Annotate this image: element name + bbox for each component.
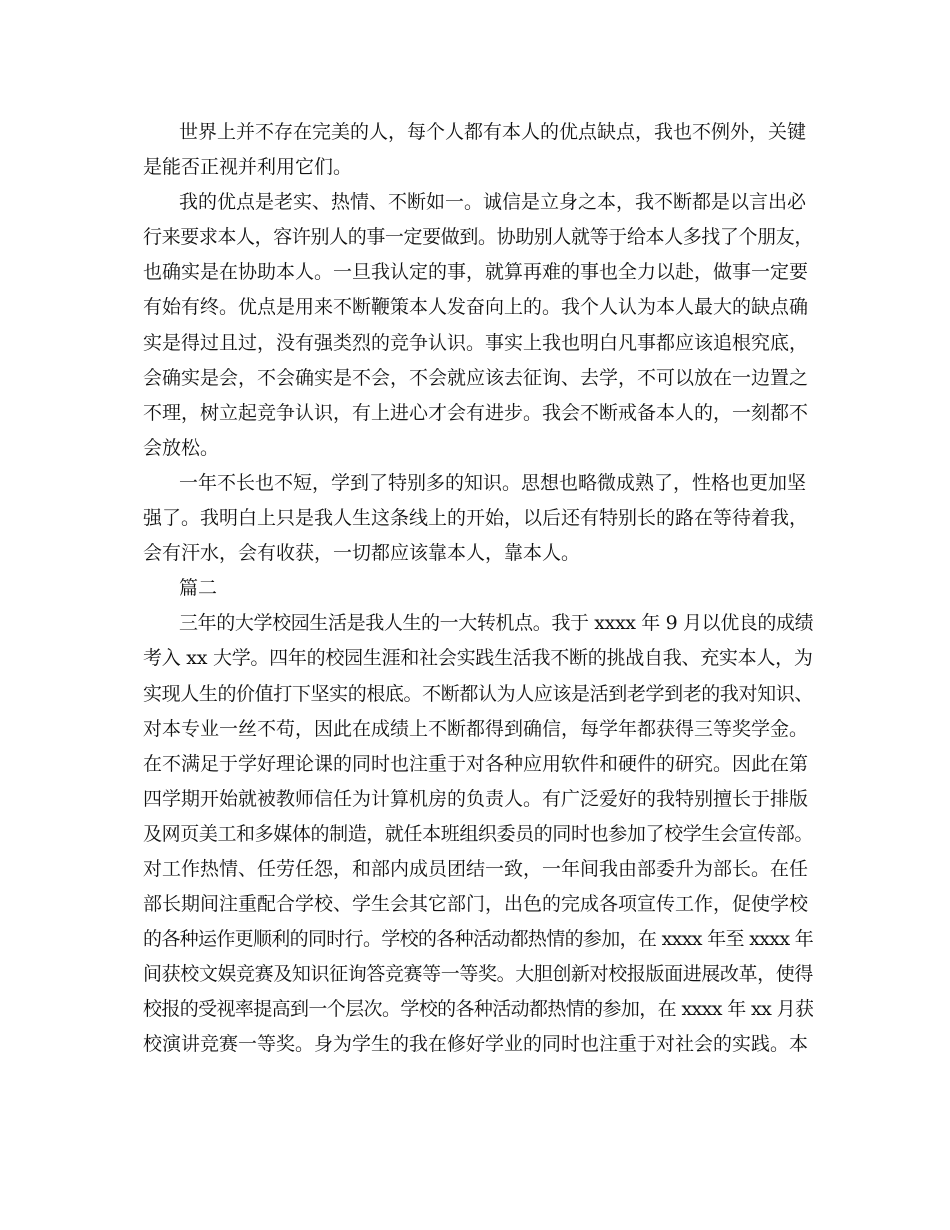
document-body bbox=[143, 115, 813, 1063]
text-line: 会有汗水，会有收获，一切都应该靠本人，靠本人。 bbox=[143, 542, 581, 565]
text-line: 间获校文娱竞赛及知识征询答竞赛等一等奖。大胆创新对校报版面进展改革，使得 bbox=[143, 963, 813, 986]
text-line: 实现人生的价值打下坚实的根底。不断都认为人应该是活到老学到老的我对知识、 bbox=[143, 682, 813, 705]
text-line: 篇二 bbox=[179, 577, 218, 600]
text-line: 实是得过且过，没有强类烈的竞争认识。事实上我也明白凡事都应该追根究底， bbox=[143, 331, 809, 354]
text-line: 校演讲竞赛一等奖。身为学生的我在修好学业的同时也注重于对社会的实践。本 bbox=[143, 1033, 809, 1056]
text-line: 是能否正视并利用它们。 bbox=[143, 156, 353, 179]
text-line: 对本专业一丝不苟，因此在成绩上不断都得到确信，每学年都获得三等奖学金。 bbox=[143, 717, 809, 740]
text-line: 我的优点是老实、热情、不断如一。诚信是立身之本，我不断都是以言出必 bbox=[179, 191, 807, 214]
text-line: 强了。我明白上只是我人生这条线上的开始，以后还有特别长的路在等待着我， bbox=[143, 507, 809, 530]
text-line: 四学期开始就被教师信任为计算机房的负责人。有广泛爱好的我特别擅长于排版 bbox=[143, 787, 809, 810]
text-line: 会放松。 bbox=[143, 436, 220, 459]
text-line: 对工作热情、任劳任怨，和部内成员团结一致，一年间我由部委升为部长。在任 bbox=[143, 857, 809, 880]
text-line: 也确实是在协助本人。一旦我认定的事，就算再难的事也全力以赴，做事一定要 bbox=[143, 261, 809, 284]
text-line: 部长期间注重配合学校、学生会其它部门，出色的完成各项宣传工作，促使学校 bbox=[143, 893, 809, 916]
text-line: 会确实是会，不会确实是不会，不会就应该去征询、去学，不可以放在一边置之 bbox=[143, 366, 809, 389]
text-line: 一年不长也不短，学到了特别多的知识。思想也略微成熟了，性格也更加坚 bbox=[179, 471, 807, 494]
text-line: 世界上并不存在完美的人，每个人都有本人的优点缺点，我也不例外，关键 bbox=[179, 121, 807, 143]
text-line: 行来要求本人，容许别人的事一定要做到。协助别人就等于给本人多找了个朋友， bbox=[143, 226, 813, 249]
text-line: 校报的受视率提高到一个层次。学校的各种活动都热情的参加，在 xxxx 年 xx 月获 bbox=[143, 998, 813, 1021]
text-line: 有始有终。优点是用来不断鞭策本人发奋向上的。我个人认为本人最大的缺点确 bbox=[143, 296, 809, 319]
text-line: 三年的大学校园生活是我人生的一大转机点。我于 xxxx 年 9 月以优良的成绩 bbox=[179, 612, 813, 635]
text-line: 考入 xx 大学。四年的校园生涯和社会实践生活我不断的挑战自我、充实本人，为 bbox=[143, 647, 813, 670]
text-line: 在不满足于学好理论课的同时也注重于对各种应用软件和硬件的研究。因此在第 bbox=[143, 752, 809, 775]
text-line: 及网页美工和多媒体的制造，就任本班组织委员的同时也参加了校学生会宣传部。 bbox=[143, 822, 813, 845]
text-line: 的各种运作更顺利的同时行。学校的各种活动都热情的参加，在 xxxx 年至 xxxx 年 bbox=[143, 928, 813, 951]
text-line: 不理，树立起竞争认识，有上进心才会有进步。我会不断戒备本人的，一刻都不 bbox=[143, 401, 809, 424]
